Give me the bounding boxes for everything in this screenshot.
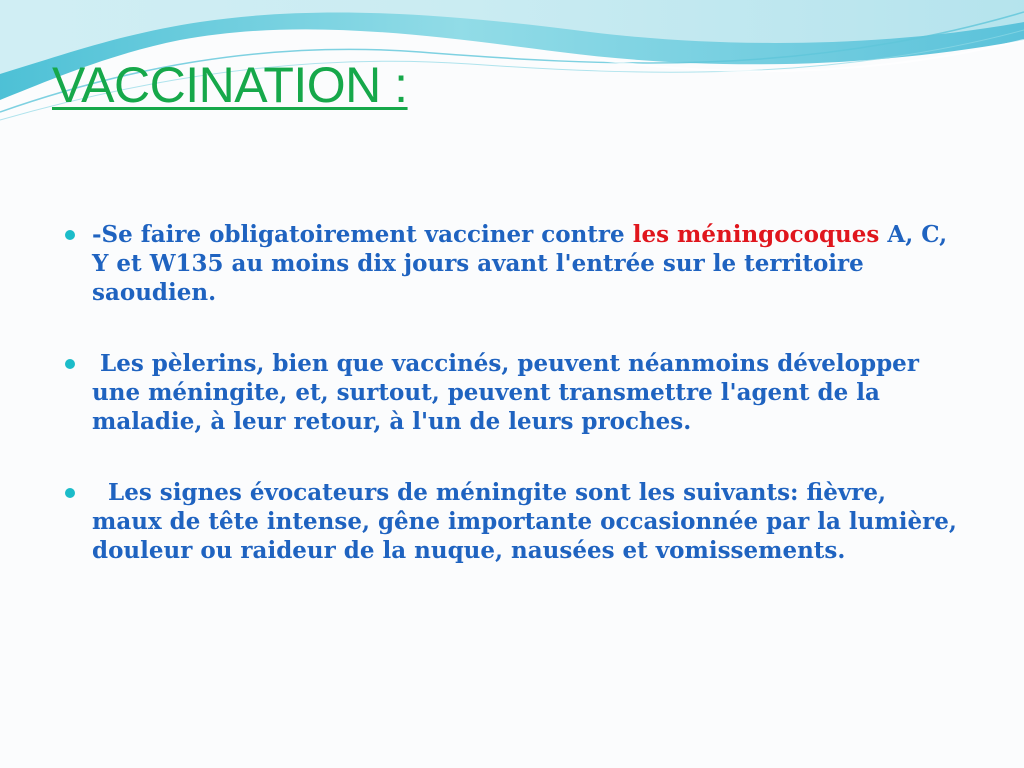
bullet-text: Les signes évocateurs de méningite sont les suivants: fièvre, maux de tête intense, gêne importante occasionnée par la lumière, douleur ou raideur de la nuque, nausées et vomissements. — [92, 479, 965, 564]
bullet-text: -Se faire obligatoirement vacciner contre — [92, 221, 633, 248]
bullet-list — [92, 220, 965, 607]
bullet-item-pilgrims — [92, 349, 962, 436]
bullet-text: A, C, Y et W135 au moins dix jours avant l'entrée sur le territoire saoudien. — [92, 221, 948, 306]
bullet-dot-icon — [65, 230, 75, 240]
bullet-item-symptoms — [92, 478, 965, 565]
bullet-item-vaccination — [92, 220, 962, 307]
bullet-dot-icon — [65, 488, 75, 498]
bullet-dot-icon — [65, 359, 75, 369]
bullet-text: Les pèlerins, bien que vaccinés, peuvent néanmoins développer une méningite, et, surtout, peuvent transmettre l'agent de la maladie, à leur retour, à l'un de leurs proches. — [92, 350, 927, 435]
highlight-text: les méningocoques — [632, 221, 880, 248]
slide-title: VACCINATION : — [52, 57, 408, 113]
